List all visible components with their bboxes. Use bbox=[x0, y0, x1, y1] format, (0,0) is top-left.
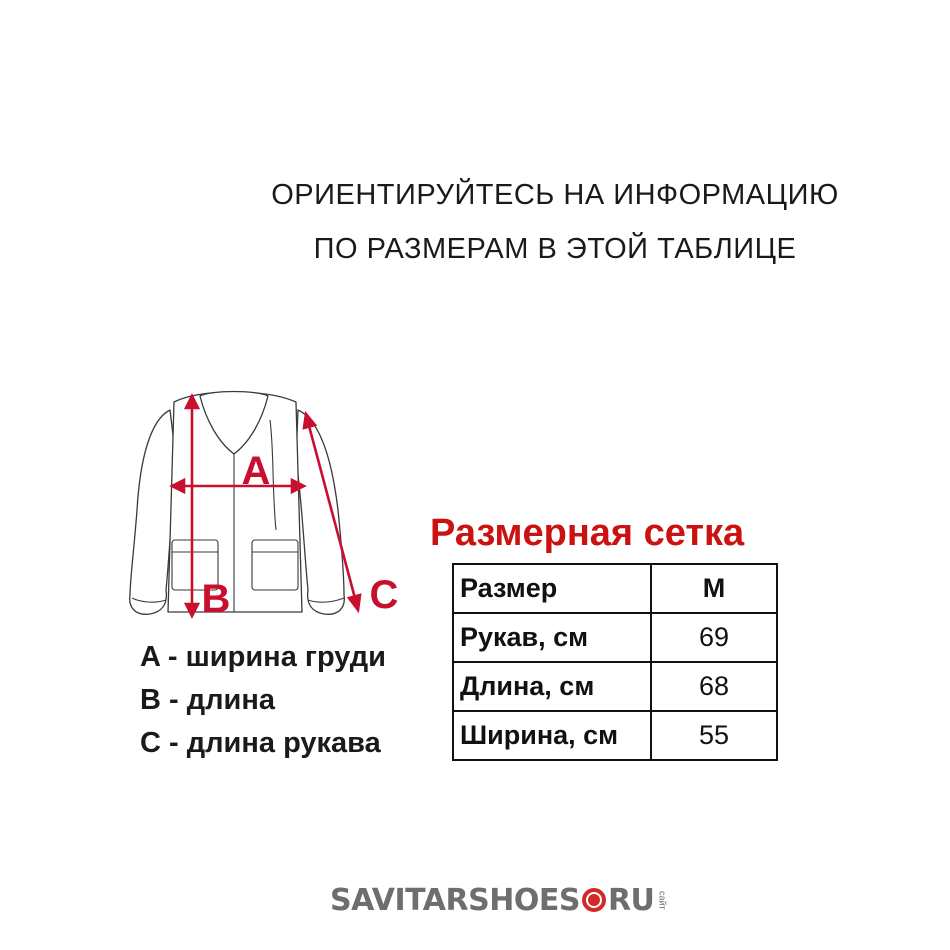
logo-subtext: сайт bbox=[657, 890, 668, 910]
rose-icon bbox=[582, 888, 606, 912]
size-table-title: Размерная сетка bbox=[430, 512, 745, 554]
table-header-value: M bbox=[651, 564, 777, 613]
table-row bbox=[453, 613, 777, 662]
table-row-value: 69 bbox=[651, 613, 777, 662]
arrow-c-head-top bbox=[304, 414, 315, 428]
jacket-diagram bbox=[110, 380, 420, 630]
legend-a: A - ширина груди bbox=[140, 641, 386, 673]
table-row-label: Рукав, см bbox=[453, 613, 651, 662]
table-row bbox=[453, 662, 777, 711]
logo-text-left: SAVITARSHOES bbox=[330, 882, 580, 918]
label-c: C bbox=[369, 573, 399, 617]
jacket-right-sleeve bbox=[296, 410, 344, 614]
label-b: B bbox=[201, 577, 231, 621]
table-row bbox=[453, 711, 777, 760]
arrow-c-head-bottom bbox=[349, 595, 360, 610]
table-row-label: Длина, см bbox=[453, 662, 651, 711]
table-row-value: 55 bbox=[651, 711, 777, 760]
size-table bbox=[452, 563, 778, 761]
right-pocket bbox=[252, 540, 298, 590]
table-row-value: 68 bbox=[651, 662, 777, 711]
table-header-label: Размер bbox=[453, 564, 651, 613]
header bbox=[160, 168, 950, 276]
table-header-row bbox=[453, 564, 777, 613]
arrow-b-head-bottom bbox=[186, 604, 198, 616]
legend bbox=[140, 636, 386, 765]
header-line-1: ОРИЕНТИРУЙТЕСЬ НА ИНФОРМАЦИЮ bbox=[271, 179, 839, 211]
header-line-2: ПО РАЗМЕРАМ В ЭТОЙ ТАБЛИЦЕ bbox=[313, 233, 797, 265]
label-a: A bbox=[241, 449, 271, 493]
legend-c: C - длина рукава bbox=[140, 727, 381, 759]
legend-b: B - длина bbox=[140, 684, 276, 716]
logo bbox=[330, 880, 667, 920]
table-row-label: Ширина, см bbox=[453, 711, 651, 760]
logo-text-right: RU bbox=[607, 882, 655, 918]
